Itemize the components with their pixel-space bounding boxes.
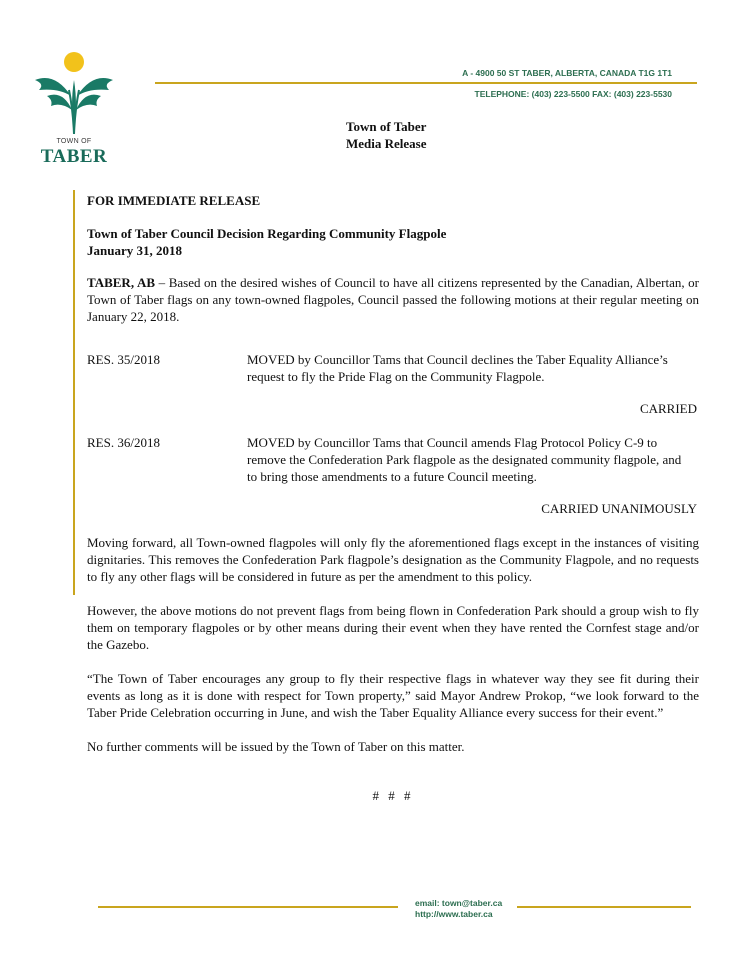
page-title (346, 118, 427, 152)
resolution-text: MOVED by Councillor Tams that Council amends Flag Protocol Policy C-9 to remove the Confederation Park flagpole as the designated community flagpole, and to bring those amendments to a future Council meeting. (247, 435, 682, 484)
resolution-text: MOVED by Councillor Tams that Council declines the Taber Equality Alliance’s request to fly the Pride Flag on the Community Flagpole. (247, 352, 668, 384)
resolution-2 (87, 434, 699, 485)
resolution-number: RES. 35/2018 (87, 352, 160, 367)
dateline: TABER, AB (87, 275, 156, 290)
title-line-1: Town of Taber (346, 119, 427, 134)
title-line-2: Media Release (346, 136, 427, 151)
footer-email[interactable]: email: town@taber.ca (415, 898, 503, 908)
logo-taber: TABER (40, 146, 108, 167)
resolution-1 (87, 351, 699, 385)
footer-website[interactable]: http://www.taber.ca (415, 909, 493, 919)
resolution-number: RES. 36/2018 (87, 435, 160, 450)
town-logo (33, 50, 115, 170)
release-label: FOR IMMEDIATE RELEASE (87, 193, 261, 208)
headline-title: Town of Taber Council Decision Regarding Community Flagpole (87, 226, 447, 241)
end-mark: # # # (372, 788, 414, 803)
body-paragraph: No further comments will be issued by the Town of Taber on this matter. (87, 739, 465, 754)
resolution-result: CARRIED UNANIMOUSLY (541, 501, 697, 516)
headline-date: January 31, 2018 (87, 243, 182, 258)
body-paragraph: Moving forward, all Town-owned flagpoles will only fly the aforementioned flags except in the instances of visiting dignitaries. This removes the Confederation Park flagpole’s designation as the Community Flagpole, and no requests to fly any other flags will be considered in future as per the amendment to this policy. (87, 535, 699, 584)
header-telephone: TELEPHONE: (403) 223-5500 FAX: (403) 223-5530 (474, 89, 672, 99)
headline (87, 225, 699, 259)
logo-town-of: TOWN OF (56, 138, 92, 145)
release-body (87, 192, 699, 804)
sun-leaves-icon (33, 50, 115, 138)
body-paragraph: However, the above motions do not prevent flags from being flown in Confederation Park should a group wish to fly them on temporary flagpoles or by other means during their event when they have rented the Cornfest stage and/or the Gazebo. (87, 603, 699, 652)
left-accent-bar (73, 190, 75, 595)
footer-divider-left (98, 906, 398, 908)
footer-divider-right (517, 906, 691, 908)
header-divider (155, 82, 697, 84)
footer-contact (415, 898, 502, 920)
header-address: A - 4900 50 ST TABER, ALBERTA, CANADA T1G 1T1 (462, 68, 672, 78)
body-paragraph: “The Town of Taber encourages any group to fly their respective flags in whatever way they see fit during their events as long as it is done with respect for Town property,” said Mayor Andrew Prokop, “we look forward to the Taber Pride Celebration occurring in June, and wish the Taber Equality Alliance every success for their event.” (87, 671, 699, 720)
intro-text: – Based on the desired wishes of Council to have all citizens represented by the Canadian, Albertan, or Town of Taber flags on any town-owned flagpoles, Council passed the following motions at their regular meeting on January 22, 2018. (87, 275, 699, 324)
intro-paragraph (87, 274, 699, 325)
resolution-result: CARRIED (639, 401, 697, 416)
